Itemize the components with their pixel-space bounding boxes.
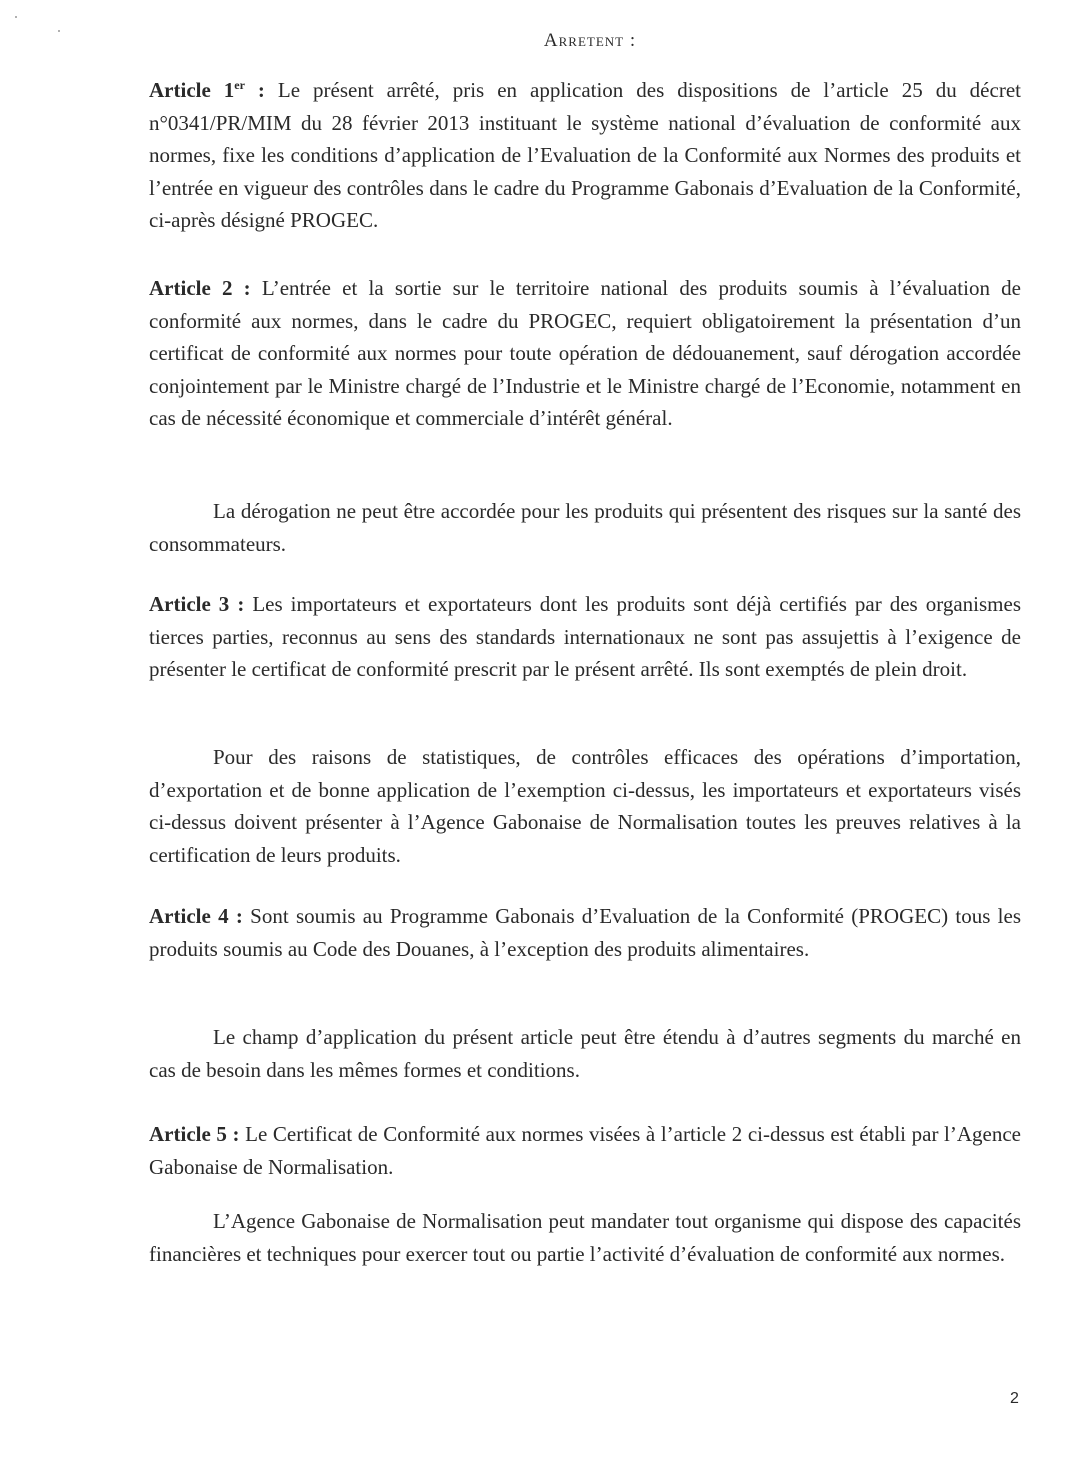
article-1-label: Article 1er :	[149, 78, 265, 102]
page-number: 2	[1010, 1390, 1019, 1407]
article-3-text: Les importateurs et exportateurs dont les produits sont déjà certifiés par des organismes tierces parties, reconnus au sens des standards internationaux ne sont pas assujettis à l’exigence de présenter le certificat de conformité prescrit par le présent arrêté. Ils sont exemptés de plein droit.	[149, 592, 1022, 681]
article-1-text: Le présent arrêté, pris en application des dispositions de l’article 25 du décret n°0341/PR/MIM du 28 février 2013 instituant le système national d’évaluation de conformité aux normes, fixe les conditions d’application de l’Evaluation de la Conformité aux Normes des produits et l’entrée en vigueur des contrôles dans le cadre du Programme Gabonais d’Evaluation de la Conformité, ci-après désigné PROGEC.	[149, 78, 1021, 232]
decree-heading: Arretent :	[543, 30, 637, 51]
article-4-paragraph	[149, 900, 1021, 965]
article-2-paragraph	[149, 272, 1021, 435]
article-4-followup: Le champ d’application du présent article peut être étendu à d’autres segments du marché en cas de besoin dans les mêmes formes et conditions.	[149, 1025, 1021, 1082]
article-2-followup: La dérogation ne peut être accordée pour les produits qui présentent des risques sur la santé des consommateurs.	[149, 499, 1021, 556]
scan-speck	[15, 16, 17, 18]
article-2-text: L’entrée et la sortie sur le territoire national des produits soumis à l’évaluation de conformité aux normes, dans le cadre du PROGEC, requiert obligatoirement la présentation d’un certificat de conformité aux normes pour toute opération de dédouanement, sauf dérogation accordée conjointement par le Ministre chargé de l’Industrie et le Ministre chargé de l’Economie, notamment en cas de nécessité économique et commerciale d’intérêt général.	[149, 276, 1021, 430]
article-4-text: Sont soumis au Programme Gabonais d’Evaluation de la Conformité (PROGEC) tous les produits soumis au Code des Douanes, à l’exception des produits alimentaires.	[149, 904, 1021, 961]
article-5-label: Article 5 :	[149, 1122, 240, 1146]
article-2-label: Article 2 :	[149, 276, 251, 300]
article-3-paragraph	[149, 588, 1021, 686]
article-3-label: Article 3 :	[149, 592, 245, 616]
article-3-followup: Pour des raisons de statistiques, de contrôles efficaces des opérations d’importation, d’exportation et de bonne application de l’exemption ci-dessus, les importateurs et exportateurs visés ci-dessus doivent présenter à l’Agence Gabonaise de Normalisation toutes les preuves relatives à la certification de leurs produits.	[149, 745, 1021, 867]
article-5-followup: L’Agence Gabonaise de Normalisation peut mandater tout organisme qui dispose des capacités financières et techniques pour exercer tout ou partie l’activité d’évaluation de conformité aux normes.	[149, 1209, 1021, 1266]
article-4-label: Article 4 :	[149, 904, 243, 928]
article-1-paragraph	[149, 74, 1021, 237]
article-5-paragraph	[149, 1118, 1021, 1183]
article-5-text: Le Certificat de Conformité aux normes visées à l’article 2 ci-dessus est établi par l’Agence Gabonaise de Normalisation.	[149, 1122, 1021, 1179]
